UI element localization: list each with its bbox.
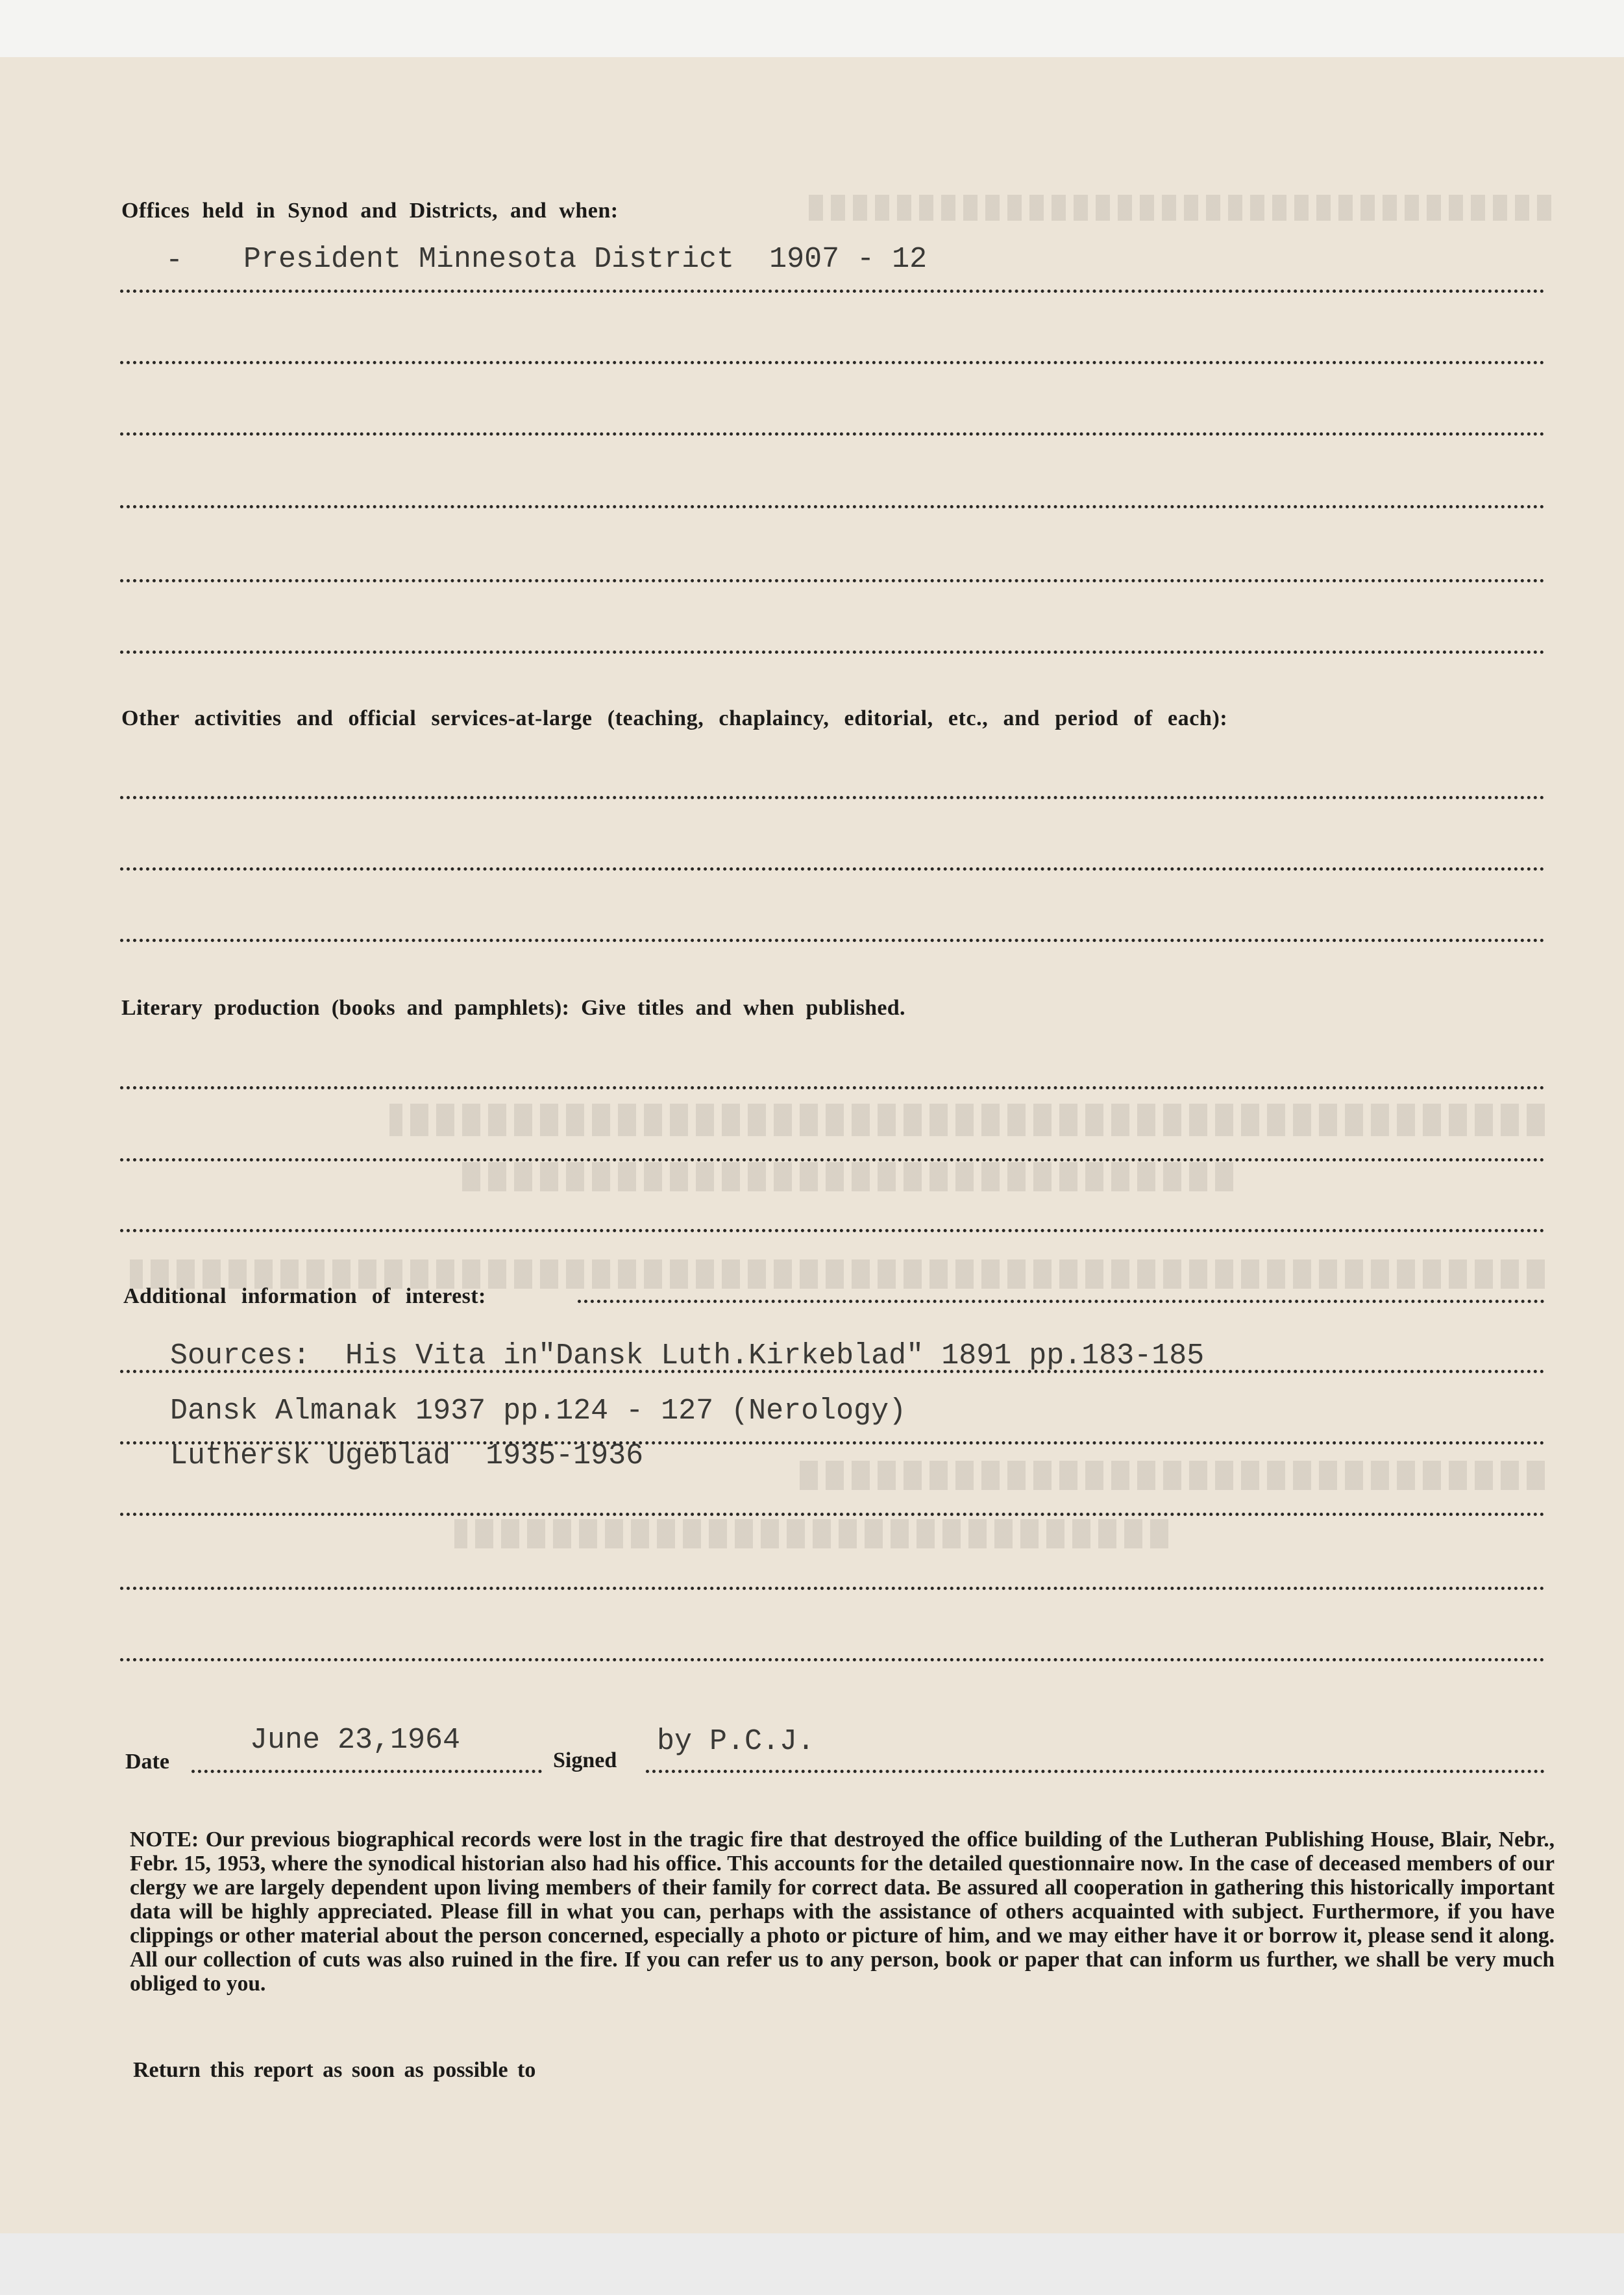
- offices-entry[interactable]: President Minnesota District 1907 - 12: [243, 243, 928, 276]
- note-body: Our previous biographical records were lost in the tragic fire that destroyed the office building of the Lutheran Publishing House, Blair, Nebr., Febr. 15, 1953, where the synodical historian also had his office. This accounts for the detailed questionnaire now. In the case of deceased members of our clergy we are largely dependent upon living members of their family for correct data. Be assured all cooperation in gathering this historically important data will be highly appreciated. Please fill in what you can, perhaps with the assistance of others acquainted with subject. Furthermore, if you have clippings or other material about the person concerned, especially a photo or picture of him, and we may either have it or borrow it, please send it along. All our collection of cuts was also ruined in the fire. If you can refer us to any person, book or paper that can inform us further, we shall be very much obliged to you.: [130, 1828, 1555, 1996]
- offices-line-5[interactable]: [120, 579, 1545, 582]
- sources-line-3[interactable]: Luthersk Ugeblad 1935-1936: [170, 1439, 644, 1472]
- activities-label: Other activities and official services-at-large (teaching, chaplaincy, editorial, etc., and period of each):: [121, 706, 1228, 730]
- additional-line-1[interactable]: [120, 1370, 1545, 1373]
- show-through-shadow: [454, 1162, 1233, 1191]
- date-value[interactable]: June 23,1964: [250, 1724, 461, 1757]
- activities-line-3[interactable]: [120, 939, 1545, 942]
- date-line[interactable]: [191, 1770, 542, 1773]
- additional-label: Additional information of interest:: [123, 1284, 486, 1308]
- offices-line-4[interactable]: [120, 505, 1545, 508]
- offices-line-1[interactable]: [120, 290, 1545, 293]
- show-through-shadow: [798, 1461, 1545, 1490]
- scan-bottom-margin: [0, 2233, 1624, 2295]
- additional-line-2[interactable]: [120, 1441, 1545, 1445]
- offices-line-3[interactable]: [120, 432, 1545, 436]
- literary-line-3[interactable]: [120, 1229, 1545, 1232]
- return-label: Return this report as soon as possible to: [133, 2058, 536, 2082]
- offices-label: Offices held in Synod and Districts, and when:: [121, 199, 619, 223]
- note-heading: NOTE:: [130, 1828, 199, 1852]
- additional-line-5[interactable]: [120, 1658, 1545, 1661]
- literary-line-2[interactable]: [120, 1158, 1545, 1161]
- offices-dash: -: [166, 244, 184, 277]
- sources-line-2[interactable]: Dansk Almanak 1937 pp.124 - 127 (Nerology): [170, 1395, 907, 1428]
- note-paragraph: [130, 1828, 1555, 1996]
- literary-label: Literary production (books and pamphlets): Give titles and when published.: [121, 996, 905, 1020]
- offices-line-6[interactable]: [120, 651, 1545, 654]
- date-label: Date: [125, 1750, 169, 1774]
- scan-top-margin: [0, 0, 1624, 57]
- signed-label: Signed: [553, 1748, 617, 1772]
- sources-line-1[interactable]: Sources: His Vita in"Dansk Luth.Kirkeblad" 1891 pp.183-185: [170, 1339, 1205, 1372]
- additional-line-3[interactable]: [120, 1513, 1545, 1516]
- activities-line-2[interactable]: [120, 867, 1545, 871]
- show-through-shadow: [454, 1519, 1168, 1548]
- show-through-shadow: [389, 1104, 1545, 1136]
- additional-line-0[interactable]: [578, 1300, 1545, 1303]
- activities-line-1[interactable]: [120, 796, 1545, 799]
- literary-line-1[interactable]: [120, 1086, 1545, 1089]
- offices-line-2[interactable]: [120, 361, 1545, 364]
- signed-value[interactable]: by P.C.J.: [657, 1725, 815, 1758]
- signed-line[interactable]: [646, 1770, 1545, 1773]
- additional-line-4[interactable]: [120, 1587, 1545, 1590]
- show-through-shadow: [805, 195, 1551, 221]
